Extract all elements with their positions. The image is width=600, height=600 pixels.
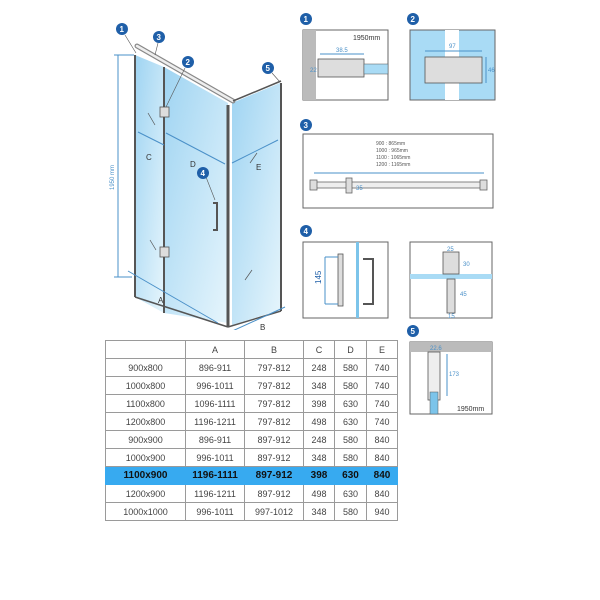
detail-5-side-profile — [405, 324, 497, 416]
svg-text:1100 : 1065mm: 1100 : 1065mm — [376, 155, 411, 161]
table-row: 900x900 896-911 897-912 248 580 840 — [106, 431, 398, 449]
svg-text:22.6: 22.6 — [430, 346, 442, 352]
svg-text:1950mm: 1950mm — [457, 406, 485, 413]
shower-enclosure-diagram — [100, 15, 295, 330]
table-row: 1000x900 996-1011 897-912 348 580 840 — [106, 449, 398, 467]
svg-text:173: 173 — [449, 372, 460, 378]
svg-text:145: 145 — [314, 270, 323, 284]
detail-3-top-bar — [298, 118, 498, 210]
table-row: 1000x1000 996-1011 997-1012 348 580 940 — [106, 503, 398, 521]
dim-label-d: D — [190, 160, 196, 169]
svg-text:22: 22 — [310, 68, 317, 74]
svg-text:3: 3 — [303, 121, 308, 130]
dim-label-a: A — [158, 296, 164, 305]
detail-1-wall-profile — [298, 12, 393, 102]
svg-text:30: 30 — [463, 262, 470, 268]
svg-text:1000 : 965mm: 1000 : 965mm — [376, 148, 408, 154]
detail-4-handle — [298, 224, 498, 320]
svg-text:35: 35 — [356, 186, 363, 192]
detail-2-hinge — [405, 12, 500, 102]
table-header-cell: D — [335, 341, 367, 359]
table-row: 1200x900 1196-1211 897-912 498 630 840 — [106, 485, 398, 503]
svg-text:900 : 865mm: 900 : 865mm — [376, 141, 406, 147]
svg-text:3: 3 — [156, 33, 161, 42]
side-glass-panel — [232, 83, 280, 325]
svg-text:2: 2 — [185, 58, 190, 67]
hinge-bottom — [160, 247, 169, 257]
svg-text:46: 46 — [488, 68, 495, 74]
size-specification-table — [105, 340, 398, 521]
svg-text:38.5: 38.5 — [336, 48, 348, 54]
table-header-cell — [106, 341, 186, 359]
svg-text:4: 4 — [303, 227, 308, 236]
svg-text:1: 1 — [119, 25, 124, 34]
table-row: 1100x800 1096-1111 797-812 398 630 740 — [106, 395, 398, 413]
dim-label-b: B — [260, 323, 266, 330]
svg-text:4: 4 — [200, 169, 205, 178]
table-header-cell: E — [367, 341, 398, 359]
svg-text:45: 45 — [460, 292, 467, 298]
table-header-row — [106, 341, 398, 359]
door-glass-panel — [164, 67, 228, 323]
svg-text:1200 : 1165mm: 1200 : 1165mm — [376, 162, 411, 168]
table-header-cell: A — [186, 341, 245, 359]
table-row: 900x800 896-911 797-812 248 580 740 — [106, 359, 398, 377]
svg-text:2: 2 — [410, 15, 415, 24]
svg-text:1: 1 — [303, 15, 308, 24]
svg-text:15: 15 — [448, 314, 455, 320]
svg-text:5: 5 — [410, 327, 415, 336]
dim-label-e: E — [256, 163, 262, 172]
table-row-highlighted: 1100x900 1196-1111 897-912 398 630 840 — [106, 467, 398, 485]
svg-text:1950mm: 1950mm — [353, 35, 381, 42]
svg-text:5: 5 — [265, 64, 270, 73]
table-row: 1000x800 996-1011 797-812 348 580 740 — [106, 377, 398, 395]
table-row: 1200x800 1196-1211 797-812 498 630 740 — [106, 413, 398, 431]
table-header-cell: B — [245, 341, 304, 359]
svg-text:25: 25 — [447, 247, 454, 253]
dim-label-c: C — [146, 153, 152, 162]
table-header-cell: C — [304, 341, 335, 359]
fixed-glass-panel — [135, 55, 164, 313]
height-label: 1950 mm — [110, 164, 116, 190]
hinge-top — [160, 107, 169, 117]
svg-text:97: 97 — [449, 44, 456, 50]
